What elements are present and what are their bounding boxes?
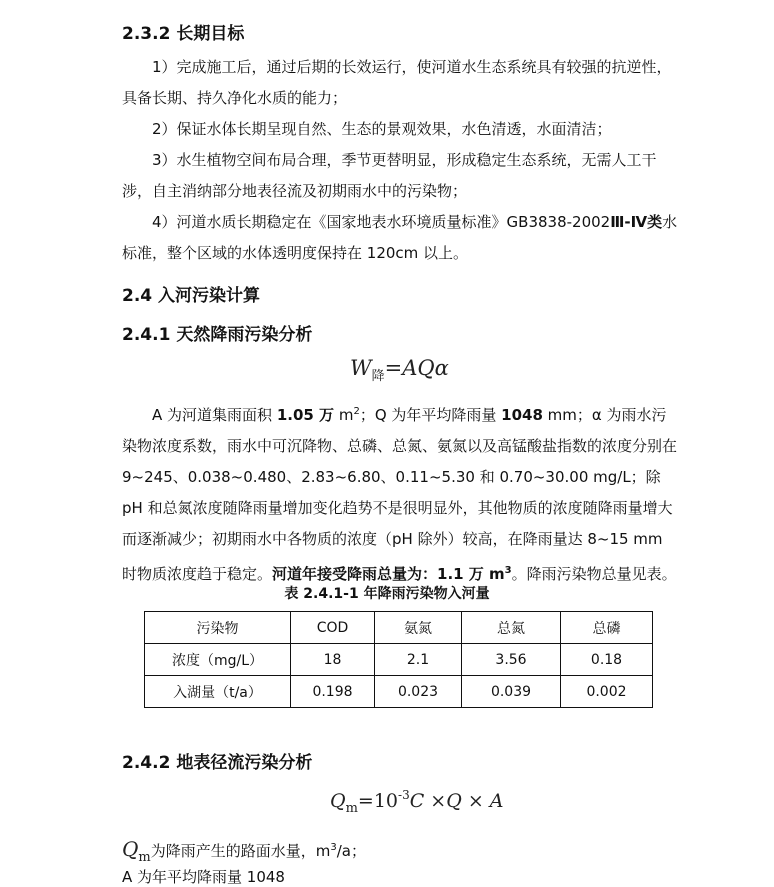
- heading-2-4-1: 2.4.1 天然降雨污染分析: [122, 325, 313, 345]
- goal-item-2: 2）保证水体长期呈现自然、生态的景观效果，水色清透，水面清洁；: [152, 120, 612, 138]
- qm-definition: $Q_m$为降雨产生的路面水量，$m^3/a$；: [122, 837, 366, 865]
- table-cell: 0.18: [561, 644, 653, 676]
- rain-pollutant-table: [144, 611, 653, 708]
- table-header-cell: 污染物: [145, 612, 291, 644]
- heading-2-4: 2.4 入河污染计算: [122, 286, 261, 306]
- goal-item-1: 1）完成施工后，通过后期的长效运行，使河道水生态系统具有较强的抗逆性，具备长期、持久净化水质的能力；: [122, 58, 672, 107]
- rain-pollution-formula: $W_降=AQ\alpha$: [350, 356, 449, 384]
- heading-2-4-2: 2.4.2 地表径流污染分析: [122, 753, 313, 773]
- table-header-cell: 总磷: [561, 612, 653, 644]
- table-header-cell: COD: [291, 612, 375, 644]
- table-caption: 表 2.4.1-1 年降雨污染物入河量: [284, 586, 490, 602]
- table-header-cell: 总氮: [462, 612, 561, 644]
- table-cell: 0.198: [291, 676, 375, 708]
- table-cell: 0.002: [561, 676, 653, 708]
- table-cell: 0.039: [462, 676, 561, 708]
- runoff-formula: $Q_m=10^{-3}C \times Q \times A$: [330, 788, 504, 816]
- table-row: [145, 644, 653, 676]
- table-header-row: [145, 612, 653, 644]
- table-cell: 0.023: [375, 676, 462, 708]
- cut-off-line: A 为年平均降雨量 1048: [122, 868, 285, 886]
- goal-item-3: 3）水生植物空间布局合理，季节更替明显，形成稳定生态系统，无需人工干涉，自主消纳部分地表径流及初期雨水中的污染物；: [122, 151, 657, 200]
- goal-item-4: 4）河道水质长期稳定在《国家地表水环境质量标准》GB3838-2002Ⅲ-Ⅳ类水标准，整个区域的水体透明度保持在 120cm 以上。: [122, 213, 678, 262]
- table-cell: 3.56: [462, 644, 561, 676]
- table-cell: 浓度（mg/L）: [145, 644, 291, 676]
- table-cell: 2.1: [375, 644, 462, 676]
- table-header-cell: 氨氮: [375, 612, 462, 644]
- table-row: [145, 676, 653, 708]
- rain-analysis-paragraph: A 为河道集雨面积 1.05 万 $m^2$；Q 为年平均降雨量 1048 mm；α 为雨水污染物浓度系数，雨水中可沉降物、总磷、总氮、氨氮以及高锰酸盐指数的浓度分别在 9~245、0.038~0.480、2.83~6.80、0.11~5.30 和 0.70~30.00 mg/L；除 pH 和总氮浓度随降雨量增加变化趋势不是很明显外，其他物质的浓度随降雨量增大而逐渐减少；初期雨水中各物质的浓度（pH 除外）较高，在降雨量达 8~15 mm 时物质浓度趋于稳定。河道年接受降雨总量为：1.1 万 $m^3$。降雨污染物总量见表。: [122, 406, 678, 583]
- table-cell: 18: [291, 644, 375, 676]
- heading-2-3-2: 2.3.2 长期目标: [122, 24, 245, 44]
- table-cell: 入湖量（t/a）: [145, 676, 291, 708]
